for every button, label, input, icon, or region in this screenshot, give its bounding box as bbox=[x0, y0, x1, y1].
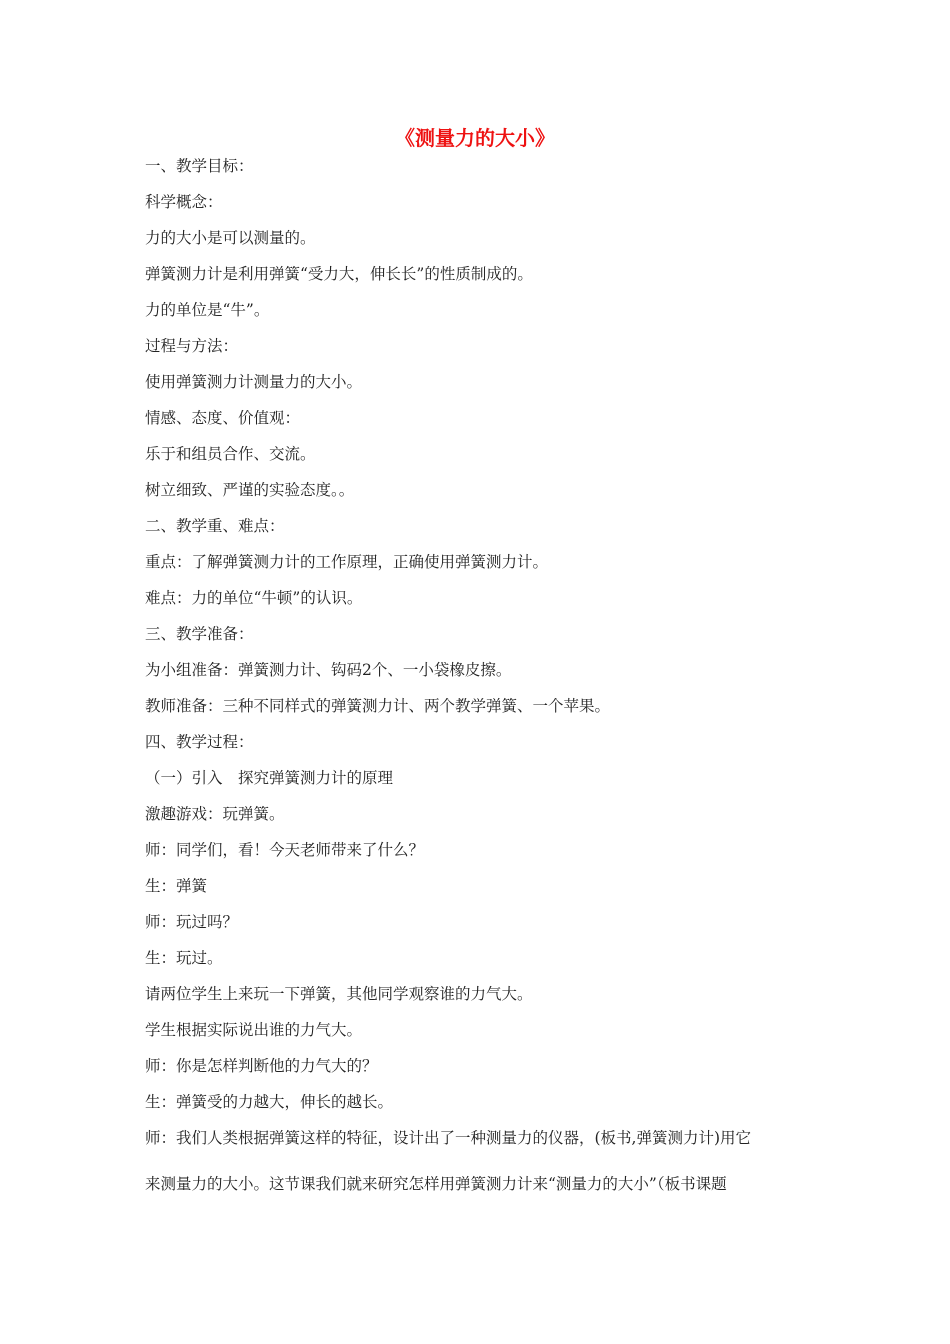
paragraph: 请两位学生上来玩一下弹簧，其他同学观察谁的力气大。 bbox=[145, 985, 533, 1003]
paragraph: 重点：了解弹簧测力计的工作原理，正确使用弹簧测力计。 bbox=[145, 553, 549, 571]
section-heading-process: 四、教学过程： bbox=[145, 733, 254, 751]
paragraph: 激趣游戏：玩弹簧。 bbox=[145, 805, 285, 823]
paragraph: 乐于和组员合作、交流。 bbox=[145, 445, 316, 463]
paragraph: 弹簧测力计是利用弹簧“受力大，伸长长”的性质制成的。 bbox=[145, 265, 533, 283]
document-body bbox=[145, 148, 815, 1202]
paragraph: 学生根据实际说出谁的力气大。 bbox=[145, 1021, 363, 1039]
dialogue-line: 师：我们人类根据弹簧这样的特征，设计出了一种测量力的仪器，(板书,弹簧测力计)用它 bbox=[145, 1129, 752, 1147]
dialogue-line: 师：同学们，看！今天老师带来了什么？ bbox=[145, 841, 425, 859]
paragraph: 教师准备：三种不同样式的弹簧测力计、两个教学弹簧、一个苹果。 bbox=[145, 697, 611, 715]
paragraph-continued: 来测量力的大小。这节课我们就来研究怎样用弹簧测力计来“测量力的大小”（板书课题 bbox=[145, 1175, 727, 1193]
section-heading-objectives: 一、教学目标： bbox=[145, 157, 254, 175]
paragraph: 树立细致、严谨的实验态度。。 bbox=[145, 481, 355, 499]
subsection-heading: （一）引入 探究弹簧测力计的原理 bbox=[145, 769, 394, 787]
dialogue-line: 师：玩过吗？ bbox=[145, 913, 239, 931]
paragraph: 过程与方法： bbox=[145, 337, 239, 355]
section-heading-key-points: 二、教学重、难点： bbox=[145, 517, 285, 535]
dialogue-line: 生：玩过。 bbox=[145, 949, 223, 967]
dialogue-line: 生：弹簧受的力越大，伸长的越长。 bbox=[145, 1093, 394, 1111]
paragraph: 力的大小是可以测量的。 bbox=[145, 229, 316, 247]
dialogue-line: 师：你是怎样判断他的力气大的？ bbox=[145, 1057, 378, 1075]
document-title: 《测量力的大小》 bbox=[395, 126, 555, 150]
paragraph: 为小组准备：弹簧测力计、钩码2个、一小袋橡皮擦。 bbox=[145, 661, 512, 679]
paragraph: 力的单位是“牛”。 bbox=[145, 301, 270, 319]
paragraph: 使用弹簧测力计测量力的大小。 bbox=[145, 373, 363, 391]
section-heading-preparation: 三、教学准备： bbox=[145, 625, 254, 643]
paragraph: 情感、态度、价值观： bbox=[145, 409, 301, 427]
dialogue-line: 生：弹簧 bbox=[145, 877, 208, 895]
paragraph: 科学概念： bbox=[145, 193, 223, 211]
paragraph: 难点：力的单位“牛顿”的认识。 bbox=[145, 589, 363, 607]
